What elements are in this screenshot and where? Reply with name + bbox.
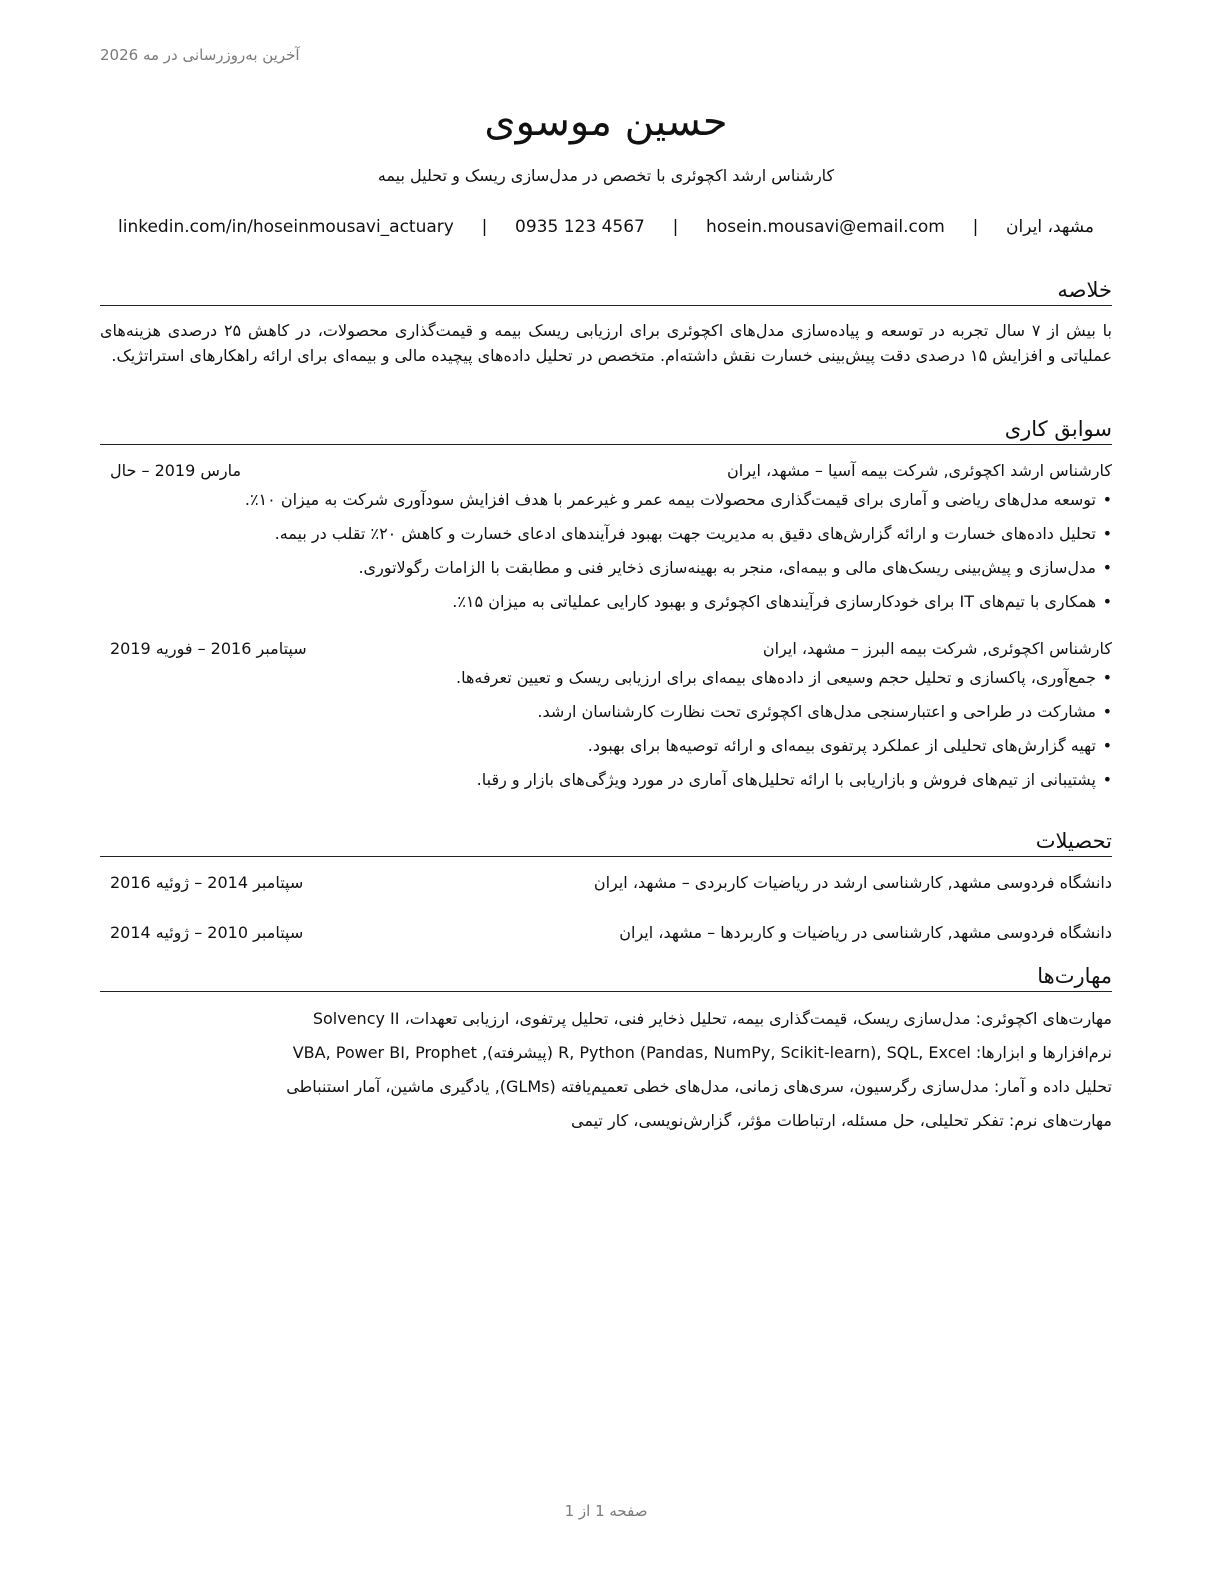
bullet-icon: • xyxy=(1102,524,1112,543)
contact-linkedin[interactable]: linkedin.com/in/hoseinmousavi_actuary xyxy=(118,217,454,237)
list-item: • مدل‌سازی و پیش‌بینی ریسک‌های مالی و بیمه‌ای، منجر به بهینه‌سازی ذخایر فنی و مطابقت با الزامات رگولاتوری. xyxy=(100,555,1112,581)
resume-page xyxy=(100,0,1112,1584)
education-degree: دانشگاه فردوسی مشهد, کارشناسی ارشد در ریاضیات کاربردی – مشهد، ایران xyxy=(593,873,1112,892)
resume-header xyxy=(100,94,1112,240)
page-number: صفحه 1 از 1 xyxy=(564,1502,648,1520)
candidate-title: کارشناس ارشد اکچوئری با تخصص در مدل‌سازی ریسک و تحلیل بیمه xyxy=(377,166,835,185)
section-heading-skills: مهارت‌ها xyxy=(100,962,1112,992)
summary-section xyxy=(100,276,1112,368)
candidate-name: حسین موسوی xyxy=(484,99,728,145)
skill-line: نرم‌افزارها و ابزارها: R, Python (Pandas, NumPy, Scikit-learn), SQL, Excel (پیشرفته), VBA, Power BI, Prophet xyxy=(292,1043,1112,1062)
section-heading-experience: سوابق کاری xyxy=(100,415,1112,445)
list-item: • پشتیبانی از تیم‌های فروش و بازاریابی با ارائه تحلیل‌های آماری در مورد ویژگی‌های بازار و رقبا. xyxy=(100,767,1112,793)
education-dates: سپتامبر 2014 – ژوئیه 2016 xyxy=(110,873,304,892)
list-item: • جمع‌آوری، پاکسازی و تحلیل حجم وسیعی از داده‌های بیمه‌ای برای ارزیابی ریسک و تعیین تعرفه‌ها. xyxy=(100,665,1112,691)
skills-section xyxy=(100,962,1112,1142)
education-entry xyxy=(100,871,1112,895)
skill-line: مهارت‌های اکچوئری: مدل‌سازی ریسک، قیمت‌گذاری بیمه، تحلیل ذخایر فنی، تحلیل پرتفوی، ارزیابی تعهدات، Solvency II xyxy=(312,1009,1112,1028)
section-heading-summary: خلاصه xyxy=(100,276,1112,306)
job-role: کارشناس اکچوئری, شرکت بیمه البرز – مشهد، ایران xyxy=(762,639,1112,658)
job-dates: مارس 2019 – حال xyxy=(110,461,242,480)
job-header xyxy=(100,459,1112,483)
job-bullets xyxy=(100,487,1112,615)
section-heading-education: تحصیلات xyxy=(100,827,1112,857)
job-bullets xyxy=(100,665,1112,793)
contact-separator: | xyxy=(972,217,979,237)
education-dates: سپتامبر 2010 – ژوئیه 2014 xyxy=(110,923,304,942)
contact-separator: | xyxy=(672,217,679,237)
skill-line: تحلیل داده و آمار: مدل‌سازی رگرسیون، سری‌های زمانی، مدل‌های خطی تعمیم‌یافته (GLMs), یادگیری ماشین، آمار استنباطی xyxy=(286,1077,1112,1096)
bullet-icon: • xyxy=(1102,702,1112,721)
list-item: • همکاری با تیم‌های IT برای خودکارسازی فرآیندهای اکچوئری و بهبود کارایی عملیاتی به میزان ۱۵٪. xyxy=(100,589,1112,615)
bullet-icon: • xyxy=(1102,668,1112,687)
list-item: • مشارکت در طراحی و اعتبارسنجی مدل‌های اکچوئری تحت نظارت کارشناسان ارشد. xyxy=(100,699,1112,725)
job-role: کارشناس ارشد اکچوئری, شرکت بیمه آسیا – مشهد، ایران xyxy=(727,461,1112,480)
experience-section xyxy=(100,415,1112,801)
bullet-icon: • xyxy=(1102,592,1112,611)
skill-line: مهارت‌های نرم: تفکر تحلیلی، حل مسئله، ارتباطات مؤثر، گزارش‌نویسی، کار تیمی xyxy=(571,1111,1112,1130)
job-entry xyxy=(100,459,1112,615)
bullet-icon: • xyxy=(1102,558,1112,577)
education-section xyxy=(100,827,1112,945)
contact-line xyxy=(100,214,1112,240)
contact-phone[interactable]: 0935 123 4567 xyxy=(515,217,645,237)
bullet-icon: • xyxy=(1102,490,1112,509)
contact-separator: | xyxy=(481,217,488,237)
summary-text: با بیش از ۷ سال تجربه در توسعه و پیاده‌سازی مدل‌های اکچوئری برای ارزیابی ریسک بیمه و قیمت‌گذاری محصولات، در کاهش ۲۵ درصدی هزینه‌های عملیاتی و افزایش ۱۵ درصدی دقت پیش‌بینی خسارت نقش داشته‌ام. متخصص در تحلیل داده‌های پیچیده مالی و بیمه‌ای برای ارائه راهکارهای استراتژیک. xyxy=(100,321,1112,365)
list-item: • تهیه گزارش‌های تحلیلی از عملکرد پرتفوی بیمه‌ای و ارائه توصیه‌ها برای بهبود. xyxy=(100,733,1112,759)
education-degree: دانشگاه فردوسی مشهد, کارشناسی در ریاضیات و کاربردها – مشهد، ایران xyxy=(619,923,1112,942)
list-item: • توسعه مدل‌های ریاضی و آماری برای قیمت‌گذاری محصولات بیمه عمر و غیرعمر با هدف افزایش سودآوری شرکت به میزان ۱۰٪. xyxy=(100,487,1112,513)
contact-email[interactable]: hosein.mousavi@email.com xyxy=(706,217,945,237)
job-dates: سپتامبر 2016 – فوریه 2019 xyxy=(110,639,307,658)
bullet-icon: • xyxy=(1102,736,1112,755)
list-item: • تحلیل داده‌های خسارت و ارائه گزارش‌های دقیق به مدیریت جهت بهبود فرآیندهای ادعای خسارت و کاهش ۲۰٪ تقلب در بیمه. xyxy=(100,521,1112,547)
bullet-icon: • xyxy=(1102,770,1112,789)
contact-location: مشهد، ایران xyxy=(1006,217,1094,237)
skills-list xyxy=(100,1006,1112,1134)
job-header xyxy=(100,637,1112,661)
last-updated-note: آخرین به‌روزرسانی در مه 2026 xyxy=(100,46,300,64)
education-entry xyxy=(100,921,1112,945)
job-entry xyxy=(100,637,1112,793)
